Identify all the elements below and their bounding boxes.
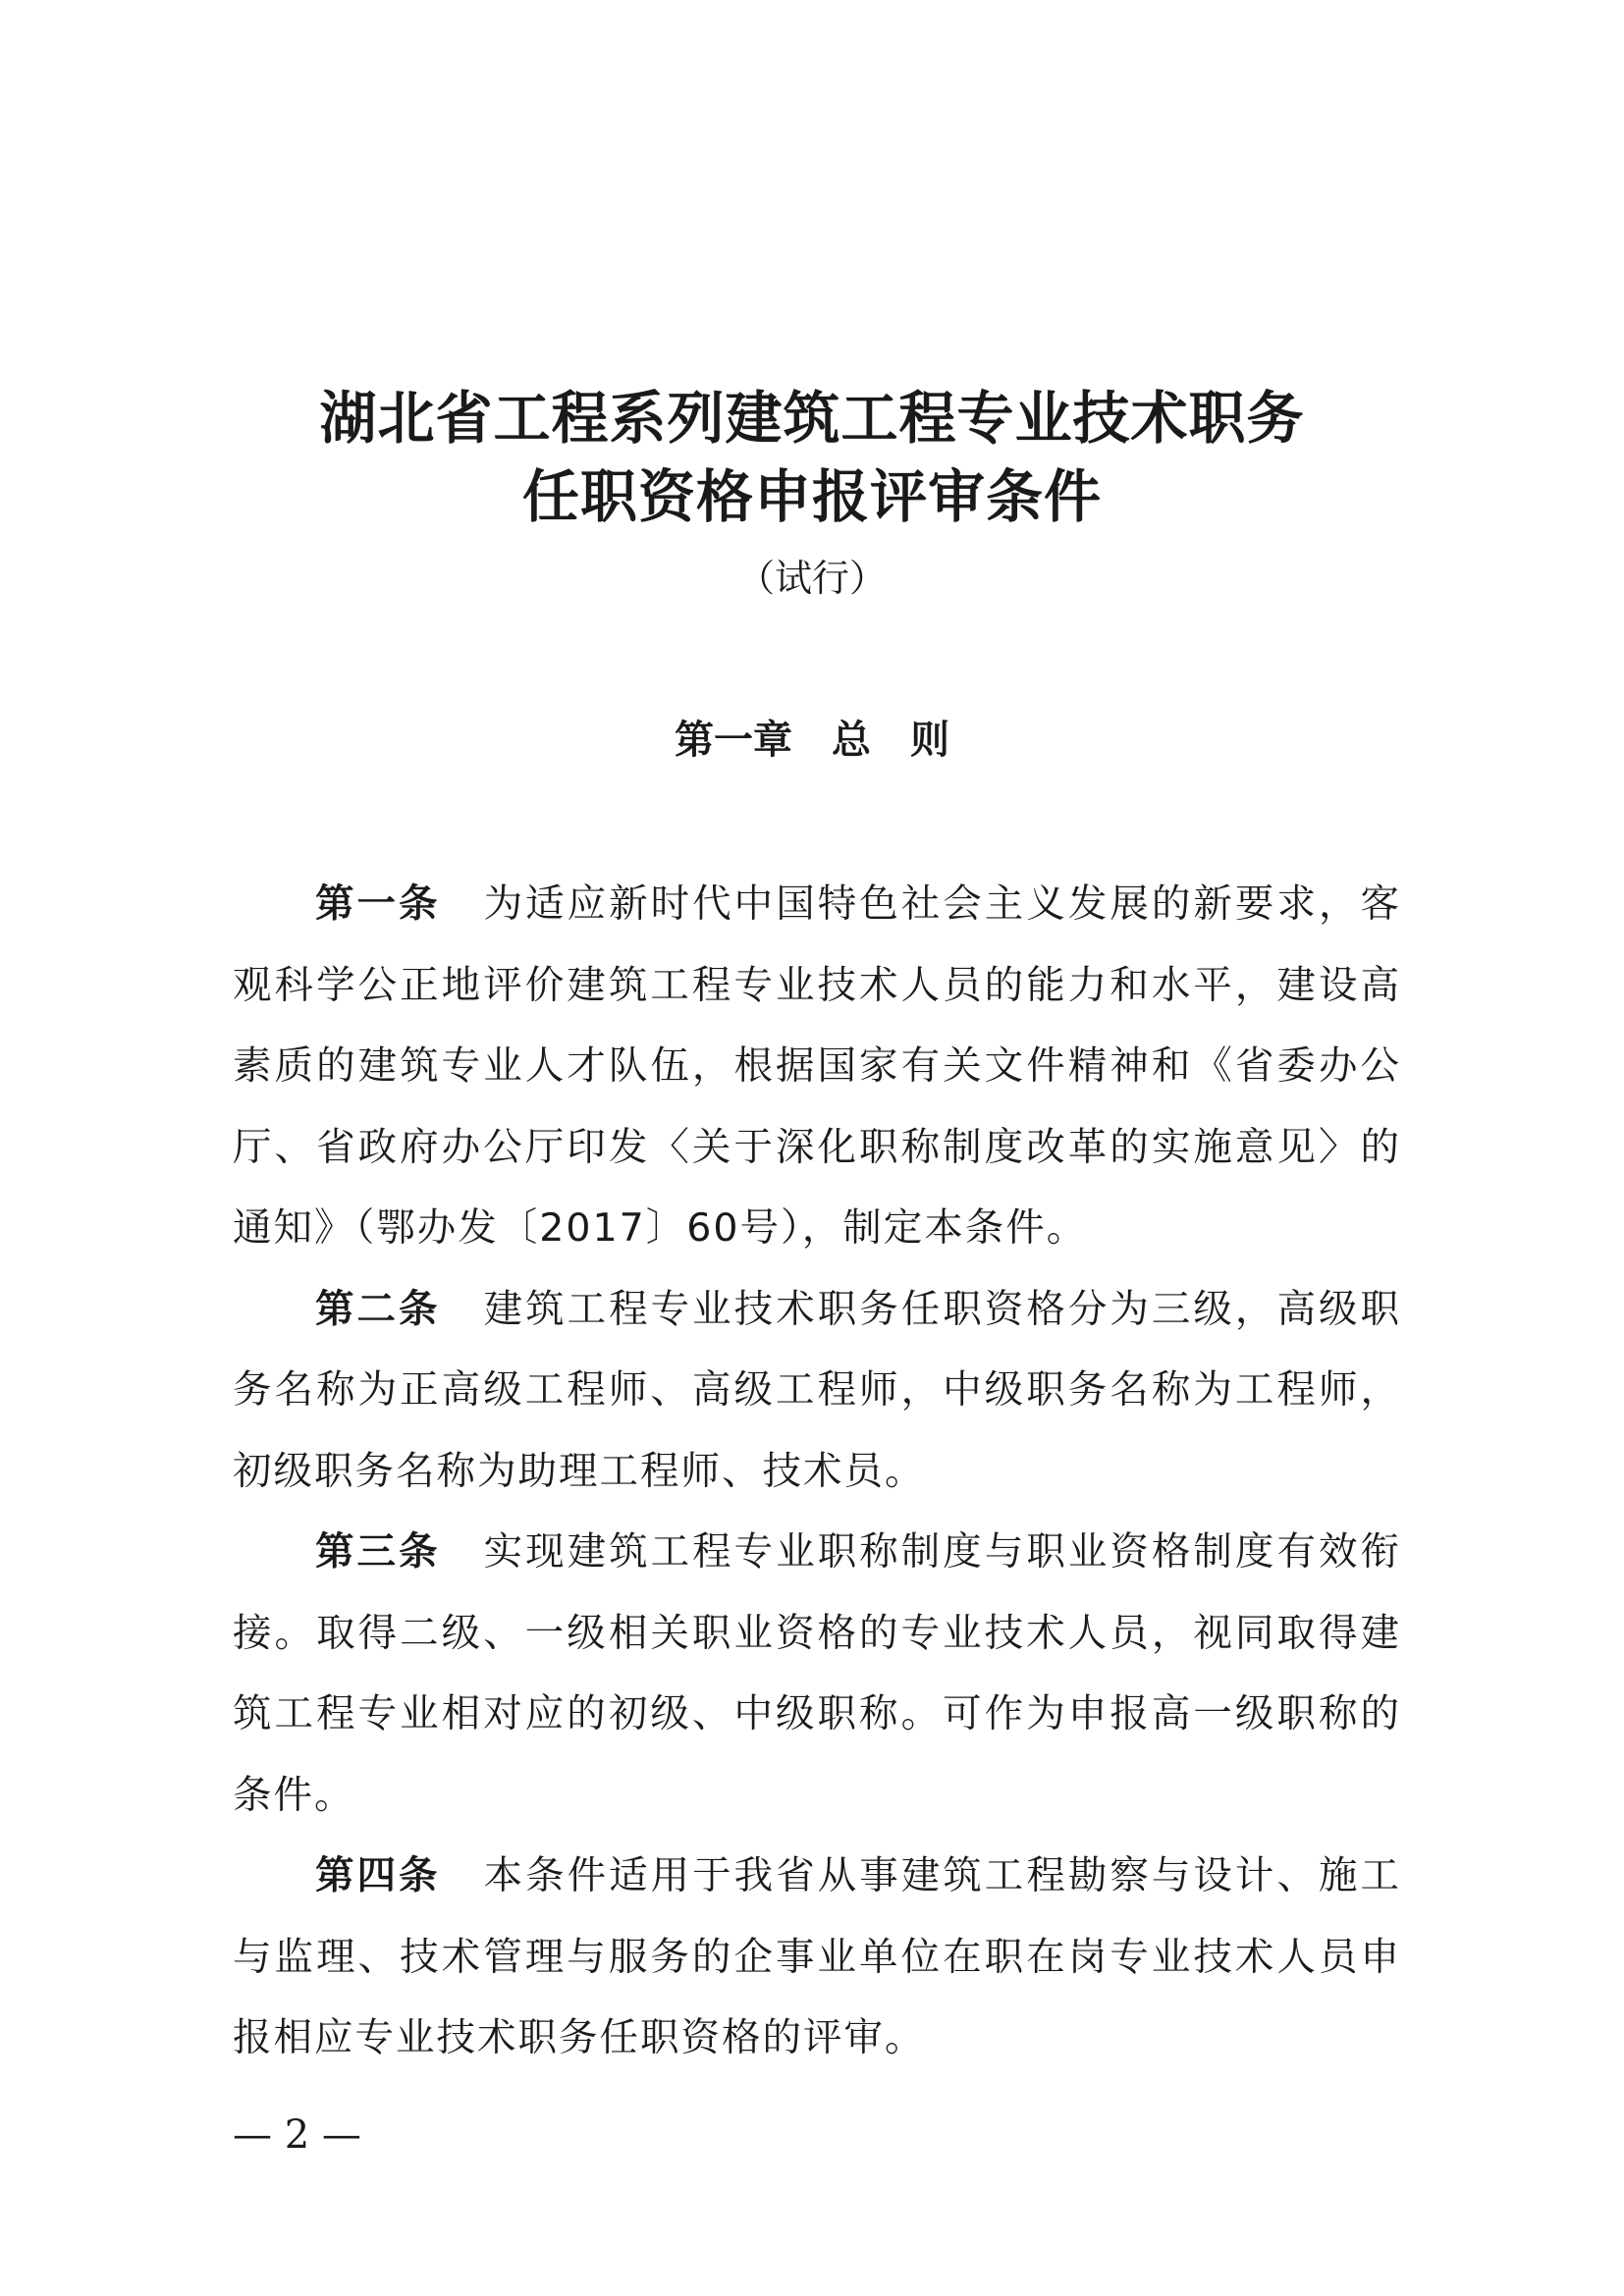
article-number: 第四条: [315, 1853, 441, 1898]
document-title-line-2: 任职资格申报评审条件: [521, 463, 1102, 530]
article-text: 建筑工程专业技术职务任职资格分为三级，高级职务名称为正高级工程师、高级工程师，中级职务名称为工程师，初级职务名称为助理工程师、技术员。: [233, 1286, 1401, 1494]
document-subtitle: （试行）: [736, 557, 887, 600]
article-1: [233, 864, 1401, 1269]
article-number: 第一条: [315, 881, 441, 927]
article-text: 为适应新时代中国特色社会主义发展的新要求，客观科学公正地评价建筑工程专业技术人员的能力和水平，建设高素质的建筑专业人才队伍，根据国家有关文件精神和《省委办公厅、省政府办公厅印发〈关于深化职称制度改革的实施意见〉的通知》（鄂办发〔2017〕60号），制定本条件。: [233, 881, 1401, 1251]
article-number: 第三条: [315, 1529, 441, 1575]
document-body: [233, 864, 1401, 2079]
document-title-line-1: 湖北省工程系列建筑工程专业技术职务: [319, 385, 1305, 452]
page-number: — 2 —: [233, 2112, 361, 2158]
article-4: [233, 1836, 1401, 2079]
article-text: 实现建筑工程专业职称制度与职业资格制度有效衔接。取得二级、一级相关职业资格的专业技术人员，视同取得建筑工程专业相对应的初级、中级职称。可作为申报高一级职称的条件。: [233, 1529, 1401, 1818]
article-2: [233, 1269, 1401, 1513]
chapter-heading: 第一章 总 则: [675, 718, 949, 763]
article-3: [233, 1512, 1401, 1836]
article-number: 第二条: [315, 1286, 441, 1332]
article-text: 本条件适用于我省从事建筑工程勘察与设计、施工与监理、技术管理与服务的企事业单位在职在岗专业技术人员申报相应专业技术职务任职资格的评审。: [233, 1853, 1401, 2060]
